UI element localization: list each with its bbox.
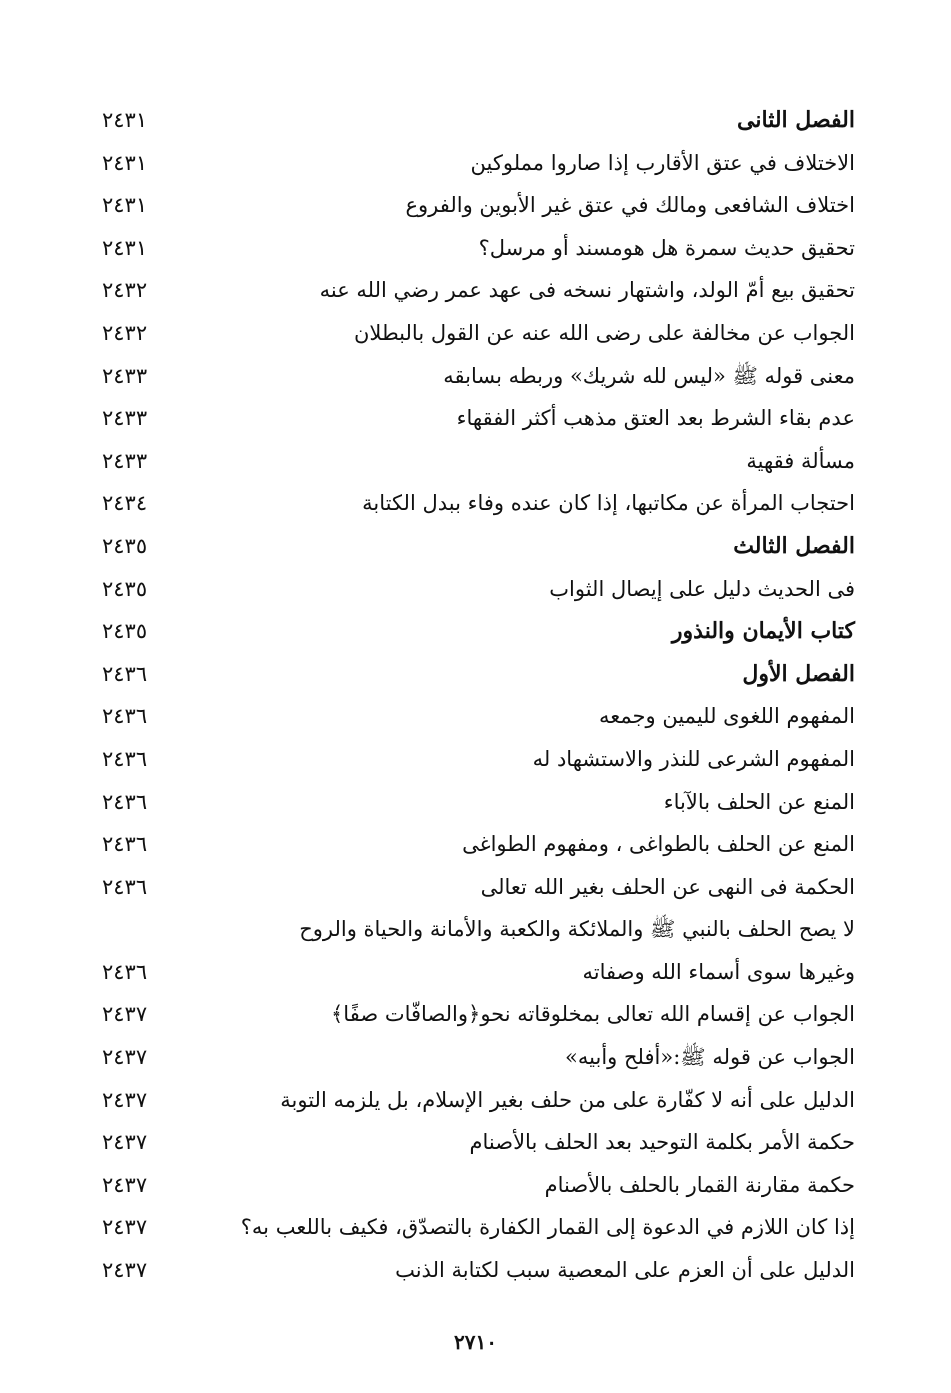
toc-entry-page: ٢٤٣٧ bbox=[102, 1130, 148, 1155]
toc-entry-title: الجواب عن قوله ﷺ:«أفلح وأبيه» bbox=[565, 1045, 855, 1070]
toc-heading-row bbox=[90, 99, 855, 142]
toc-entry-row bbox=[90, 1206, 855, 1249]
toc-entry-row bbox=[90, 738, 855, 781]
toc-entry-title: الجواب عن مخالفة على رضى الله عنه عن القول بالبطلان bbox=[354, 320, 855, 345]
toc-heading-row bbox=[90, 525, 855, 568]
page-number-footer: ٢٧١٠ bbox=[454, 1330, 497, 1354]
toc-entry-title: المفهوم اللغوى لليمين وجمعه bbox=[599, 704, 855, 729]
toc-entry-row bbox=[90, 908, 855, 951]
toc-entry-page: ٢٤٣٧ bbox=[102, 1258, 148, 1283]
toc-entry-row bbox=[90, 355, 855, 398]
toc-entry-title: عدم بقاء الشرط بعد العتق مذهب أكثر الفقهاء bbox=[456, 406, 855, 431]
toc-entry-page: ٢٤٣٧ bbox=[102, 1045, 148, 1070]
toc-entry-title: الفصل الثانى bbox=[737, 107, 855, 133]
toc-entry-page: ٢٤٣٧ bbox=[102, 1002, 148, 1027]
toc-entry-page: ٢٤٣٦ bbox=[102, 959, 148, 984]
toc-entry-page: ٢٤٣٦ bbox=[102, 661, 148, 686]
toc-entry-title: حكمة الأمر بكلمة التوحيد بعد الحلف بالأصنام bbox=[469, 1130, 855, 1155]
toc-entry-row bbox=[90, 866, 855, 909]
toc-entry-row bbox=[90, 1164, 855, 1207]
toc-entry-row bbox=[90, 482, 855, 525]
toc-entry-page: ٢٤٣٢ bbox=[102, 320, 148, 345]
toc-entry-title: مسألة فقهية bbox=[746, 448, 855, 473]
toc-entry-page: ٢٤٣٧ bbox=[102, 1172, 148, 1197]
toc-entry-page: ٢٤٣١ bbox=[102, 150, 148, 175]
toc-entry-page: ٢٤٣٥ bbox=[102, 576, 148, 601]
toc-entry-title: فى الحديث دليل على إيصال الثواب bbox=[549, 576, 855, 601]
toc-entry-row bbox=[90, 312, 855, 355]
toc-entry-page: ٢٤٣٣ bbox=[102, 406, 148, 431]
toc-entry-page: ٢٤٣٦ bbox=[102, 746, 148, 771]
toc-entry-title: الاختلاف في عتق الأقارب إذا صاروا مملوكين bbox=[470, 150, 855, 175]
toc-entry-title: كتاب الأيمان والنذور bbox=[671, 618, 855, 645]
toc-entry-title: المنع عن الحلف بالآباء bbox=[663, 789, 855, 814]
toc-entry-row bbox=[90, 781, 855, 824]
toc-heading-row bbox=[90, 610, 855, 653]
toc-entry-title: الدليل على أنه لا كفّارة على من حلف بغير الإسلام، بل يلزمه التوبة bbox=[280, 1087, 855, 1112]
toc-entry-title: إذا كان اللازم في الدعوة إلى القمار الكفارة بالتصدّق، فكيف باللعب به؟ bbox=[240, 1215, 855, 1240]
toc-entry-row bbox=[90, 440, 855, 483]
toc-entry-page: ٢٤٣٢ bbox=[102, 278, 148, 303]
toc-entry-row bbox=[90, 269, 855, 312]
toc-entry-page: ٢٤٣٥ bbox=[102, 619, 148, 644]
toc-entry-title: المفهوم الشرعى للنذر والاستشهاد له bbox=[532, 746, 855, 771]
toc-entry-row bbox=[90, 184, 855, 227]
toc-entry-page: ٢٤٣٣ bbox=[102, 448, 148, 473]
toc-entry-row bbox=[90, 1079, 855, 1122]
toc-entry-title: الفصل الأول bbox=[742, 660, 855, 687]
toc-entry-title: حكمة مقارنة القمار بالحلف بالأصنام bbox=[544, 1172, 855, 1197]
toc-entry-page: ٢٤٣١ bbox=[102, 235, 148, 260]
toc-entry-page: ٢٤٣٦ bbox=[102, 874, 148, 899]
toc-entry-page: ٢٤٣١ bbox=[102, 108, 148, 132]
toc-entry-row bbox=[90, 695, 855, 738]
toc-entry-row bbox=[90, 142, 855, 185]
toc-entry-row bbox=[90, 397, 855, 440]
toc-entry-row bbox=[90, 951, 855, 994]
toc-entry-title: الحكمة فى النهى عن الحلف بغير الله تعالى bbox=[480, 874, 855, 899]
toc-entry-title: احتجاب المرأة عن مكاتبها، إذا كان عنده وفاء ببدل الكتابة bbox=[362, 491, 855, 516]
table-of-contents bbox=[90, 99, 855, 1292]
toc-entry-page: ٢٤٣٦ bbox=[102, 704, 148, 729]
toc-entry-row bbox=[90, 568, 855, 611]
toc-entry-title: تحقيق بيع أمّ الولد، واشتهار نسخه فى عهد عمر رضي الله عنه bbox=[319, 278, 855, 303]
toc-heading-row bbox=[90, 653, 855, 696]
toc-entry-title: الدليل على أن العزم على المعصية سبب لكتابة الذنب bbox=[395, 1258, 855, 1283]
toc-entry-page: ٢٤٣٦ bbox=[102, 832, 148, 857]
toc-entry-row bbox=[90, 993, 855, 1036]
toc-entry-row bbox=[90, 1249, 855, 1292]
toc-entry-row bbox=[90, 227, 855, 270]
toc-entry-title: معنى قوله ﷺ «ليس لله شريك» وربطه بسابقه bbox=[443, 363, 855, 388]
toc-entry-page: ٢٤٣٧ bbox=[102, 1215, 148, 1240]
toc-entry-title: الفصل الثالث bbox=[733, 532, 855, 559]
toc-entry-page: ٢٤٣١ bbox=[102, 193, 148, 218]
toc-entry-page: ٢٤٣٧ bbox=[102, 1087, 148, 1112]
toc-entry-page: ٢٤٣٤ bbox=[102, 491, 148, 516]
toc-entry-title: الجواب عن إقسام الله تعالى بمخلوقاته نحو﴿والصافّات صفًا﴾ bbox=[331, 1002, 855, 1027]
toc-entry-page: ٢٤٣٦ bbox=[102, 789, 148, 814]
toc-entry-title: تحقيق حديث سمرة هل هومسند أو مرسل؟ bbox=[478, 235, 855, 260]
toc-entry-title: المنع عن الحلف بالطواغى ، ومفهوم الطواغى bbox=[462, 832, 855, 857]
toc-entry-row bbox=[90, 1121, 855, 1164]
toc-entry-title: وغيرها سوى أسماء الله وصفاته bbox=[582, 959, 855, 984]
toc-entry-page: ٢٤٣٣ bbox=[102, 363, 148, 388]
toc-entry-title: اختلاف الشافعى ومالك في عتق غير الأبوين والفروع bbox=[405, 193, 855, 218]
toc-entry-row bbox=[90, 823, 855, 866]
toc-entry-row bbox=[90, 1036, 855, 1079]
toc-entry-page: ٢٤٣٥ bbox=[102, 533, 148, 558]
toc-entry-title: لا يصح الحلف بالنبي ﷺ والملائكة والكعبة والأمانة والحياة والروح bbox=[299, 917, 855, 942]
